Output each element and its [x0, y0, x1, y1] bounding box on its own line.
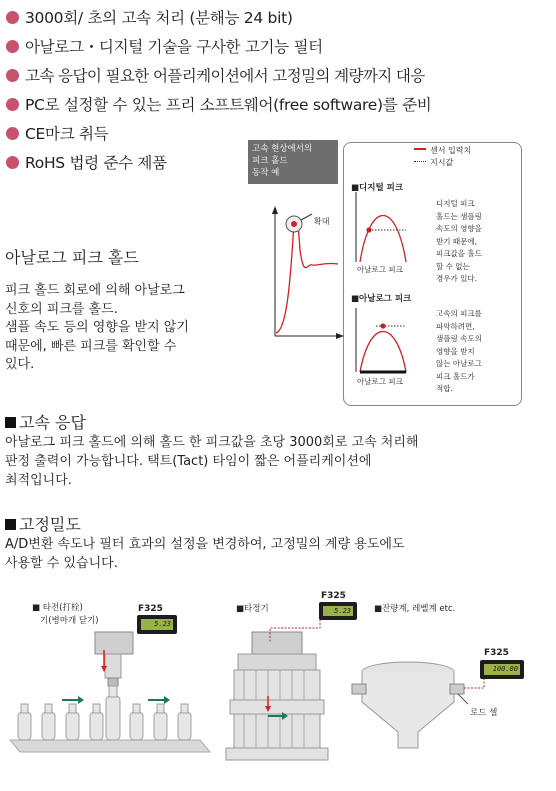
model-label: F325: [138, 604, 163, 614]
model-label: F325: [321, 591, 346, 601]
feature-item: PC로 설정할 수 있는 프리 소프트웨어(free software)를 준비: [6, 94, 431, 116]
square-bullet-icon: [5, 519, 16, 530]
peak-hold-title: 아날로그 피크 홀드: [5, 248, 139, 267]
diagram-tag: 고속 현상에서의 피크 홀드 동작 예: [248, 140, 338, 184]
applications-illustration: [0, 590, 556, 791]
indicator-display: 100.00: [480, 660, 524, 679]
hopper-label: ■잔량계, 레벨계 etc.: [374, 604, 456, 614]
capper-label: ■ 타전(打栓) 기(병마개 닫기): [32, 603, 99, 626]
bullet-dot-icon: [6, 40, 19, 53]
machinery-illustration: [0, 590, 556, 791]
loadcell-label: 로드 셀: [470, 708, 498, 718]
legend-sensor: 센서 입력치: [414, 145, 471, 157]
bullet-dot-icon: [6, 69, 19, 82]
peak-hold-diagram: [248, 140, 524, 406]
feature-item: 아날로그・디지털 기술을 구사한 고기능 필터: [6, 36, 323, 58]
digital-peak-text: 디지털 피크 홀드는 샘플링 속도의 영향을 받기 때문에, 피크값을 홀드 할 수 없는 경우가 있다.: [436, 199, 482, 283]
indicator-display: 5.23: [319, 602, 357, 620]
bullet-dot-icon: [6, 127, 19, 140]
feature-item: RoHS 법령 준수 제품: [6, 152, 167, 174]
analog-peak-title: ■아날로그 피크: [351, 294, 412, 304]
digital-peak-title: ■디지털 피크: [351, 183, 404, 193]
indicator-display: 5.23: [137, 615, 177, 634]
fast-response-body: 아날로그 피크 홀드에 의해 홀드 한 피크값을 초당 3000회로 고속 처리해 판정 출력이 가능합니다. 택트(Tact) 타임이 짧은 어플리케이션에 최적입니다.: [5, 435, 419, 488]
bullet-dot-icon: [6, 98, 19, 111]
legend-indicated: 지시값: [414, 157, 471, 169]
high-precision-body: A/D변환 속도나 필터 효과의 설정을 변경하여, 고정밀의 계량 용도에도 사용할 수 있습니다.: [5, 537, 405, 571]
bullet-dot-icon: [6, 156, 19, 169]
analog-peak-text: 고속의 피크를 파악하려면, 샘플링 속도의 영향을 받지 않는 아날로그 피크 홀드가 적합.: [436, 309, 482, 393]
feature-item: 고속 응답이 필요한 어플리케이션에서 고정밀의 계량까지 대응: [6, 65, 425, 87]
bullet-dot-icon: [6, 11, 19, 24]
high-precision-heading: 고정밀도: [5, 512, 81, 535]
square-bullet-icon: [5, 417, 16, 428]
feature-item: 3000회/ 초의 고속 처리 (분해능 24 bit): [6, 7, 293, 29]
peak-hold-body: 피크 홀드 회로에 의해 아날로그 신호의 피크를 홀드. 샘플 속도 등의 영향을 받지 않기 때문에, 빠른 피크를 확인할 수 있다.: [5, 283, 189, 372]
feature-item: CE마크 취득: [6, 123, 108, 145]
model-label: F325: [484, 648, 509, 658]
zoom-label: 확대: [314, 217, 330, 226]
analog-peak-caption: 아날로그 피크: [357, 377, 403, 386]
tablet-press-label: ■타정기: [236, 604, 269, 614]
digital-peak-caption: 아날로그 피크: [357, 265, 403, 274]
fast-response-heading: 고속 응답: [5, 410, 86, 433]
